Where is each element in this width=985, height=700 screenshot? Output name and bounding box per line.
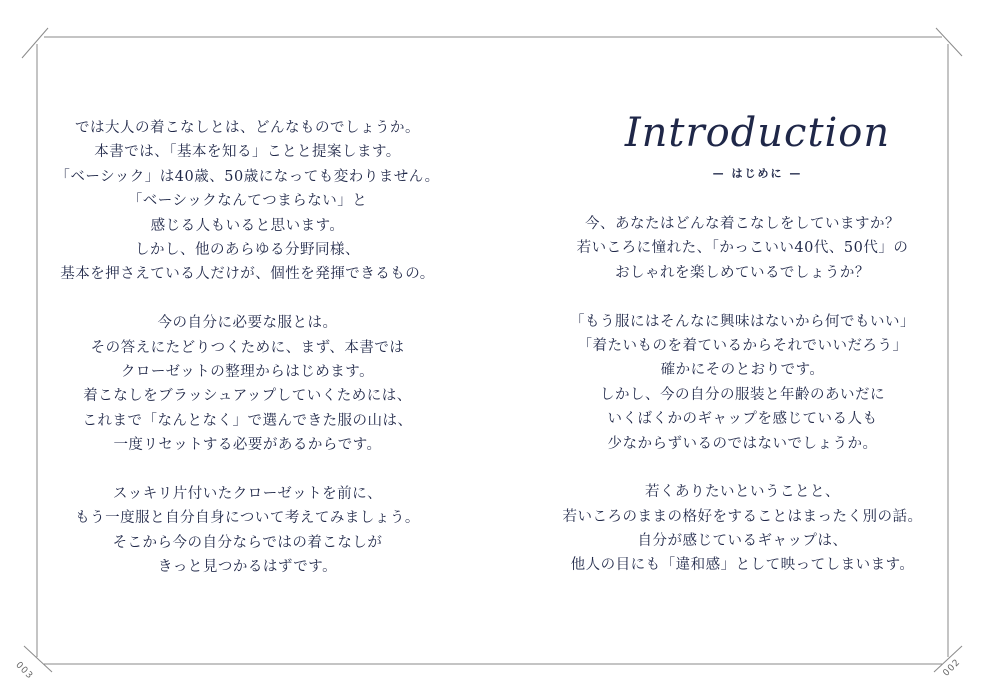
left-page-body bbox=[45, 116, 450, 579]
text-line: しかし、他のあらゆる分野同様、 bbox=[135, 241, 360, 258]
text-line: おしゃれを楽しめているでしょうか？ bbox=[615, 264, 870, 281]
text-line: その答えにたどりつくために、まず、本書では bbox=[90, 339, 405, 356]
page-number-left: 003 bbox=[13, 660, 35, 682]
paragraph-gap bbox=[540, 285, 945, 309]
text-line: 「ベーシックなんてつまらない」と bbox=[127, 193, 368, 210]
paragraph bbox=[540, 212, 945, 285]
text-line: 着こなしをブラッシュアップしていくためには、 bbox=[83, 388, 412, 405]
text-line: 少なからずいるのではないでしょうか。 bbox=[607, 435, 878, 452]
text-line: 今、あなたはどんな着こなしをしていますか？ bbox=[585, 216, 900, 232]
text-line: 自分が感じているギャップは、 bbox=[637, 533, 848, 550]
text-line: そこから今の自分ならではの着こなしが bbox=[112, 534, 383, 551]
page-subtitle: — はじめに — bbox=[712, 167, 803, 180]
text-line: 若いころに憧れた、「かっこいい40代、50代」の bbox=[576, 240, 909, 257]
text-line: 若くありたいということと、 bbox=[645, 484, 840, 501]
text-line: クローゼットの整理からはじめます。 bbox=[120, 363, 375, 380]
text-line: 一度リセットする必要があるからです。 bbox=[113, 437, 382, 454]
text-line: 若いころのままの格好をすることはまったく別の話。 bbox=[562, 508, 923, 525]
paragraph-gap bbox=[45, 457, 450, 481]
paragraph bbox=[540, 310, 945, 456]
text-line: いくばくかのギャップを感じている人も bbox=[607, 411, 878, 428]
text-line: 今の自分に必要な服とは。 bbox=[157, 315, 338, 332]
text-line: 感じる人もいると思います。 bbox=[150, 217, 345, 234]
text-line: 本書では、「基本を知る」ことと提案します。 bbox=[94, 144, 401, 161]
text-line: きっと見つかるはずです。 bbox=[157, 559, 338, 576]
paragraph bbox=[45, 116, 450, 287]
text-line: 基本を押さえている人だけが、個性を発揮できるもの。 bbox=[60, 266, 435, 283]
text-line: 「ベーシック」は40歳、50歳になっても変わりません。 bbox=[55, 168, 440, 185]
text-line: もう一度服と自分自身について考えてみましょう。 bbox=[75, 510, 420, 527]
text-line: スッキリ片付いたクローゼットを前に、 bbox=[112, 485, 383, 502]
right-page-body bbox=[540, 212, 945, 578]
text-line: 他人の目にも「違和感」として映ってしまいます。 bbox=[570, 557, 915, 574]
page-title: Introduction bbox=[624, 110, 891, 156]
text-line: 確かにそのとおりです。 bbox=[660, 362, 825, 379]
page-number-right: 002 bbox=[941, 657, 963, 679]
text-line: 「もう服にはそんなに興味はないから何でもいい」 bbox=[570, 313, 915, 330]
paragraph bbox=[45, 482, 450, 580]
text-line: これまで「なんとなく」で選んできた服の山は、 bbox=[82, 412, 413, 429]
text-line: 「着たいものを着ているからそれでいいだろう」 bbox=[577, 337, 908, 354]
paragraph-gap bbox=[45, 287, 450, 311]
paragraph-gap bbox=[540, 456, 945, 480]
text-line: しかし、今の自分の服装と年齢のあいだに bbox=[600, 386, 885, 403]
paragraph bbox=[540, 480, 945, 578]
paragraph bbox=[45, 311, 450, 457]
text-line: では大人の着こなしとは、どんなものでしょうか。 bbox=[75, 120, 420, 136]
